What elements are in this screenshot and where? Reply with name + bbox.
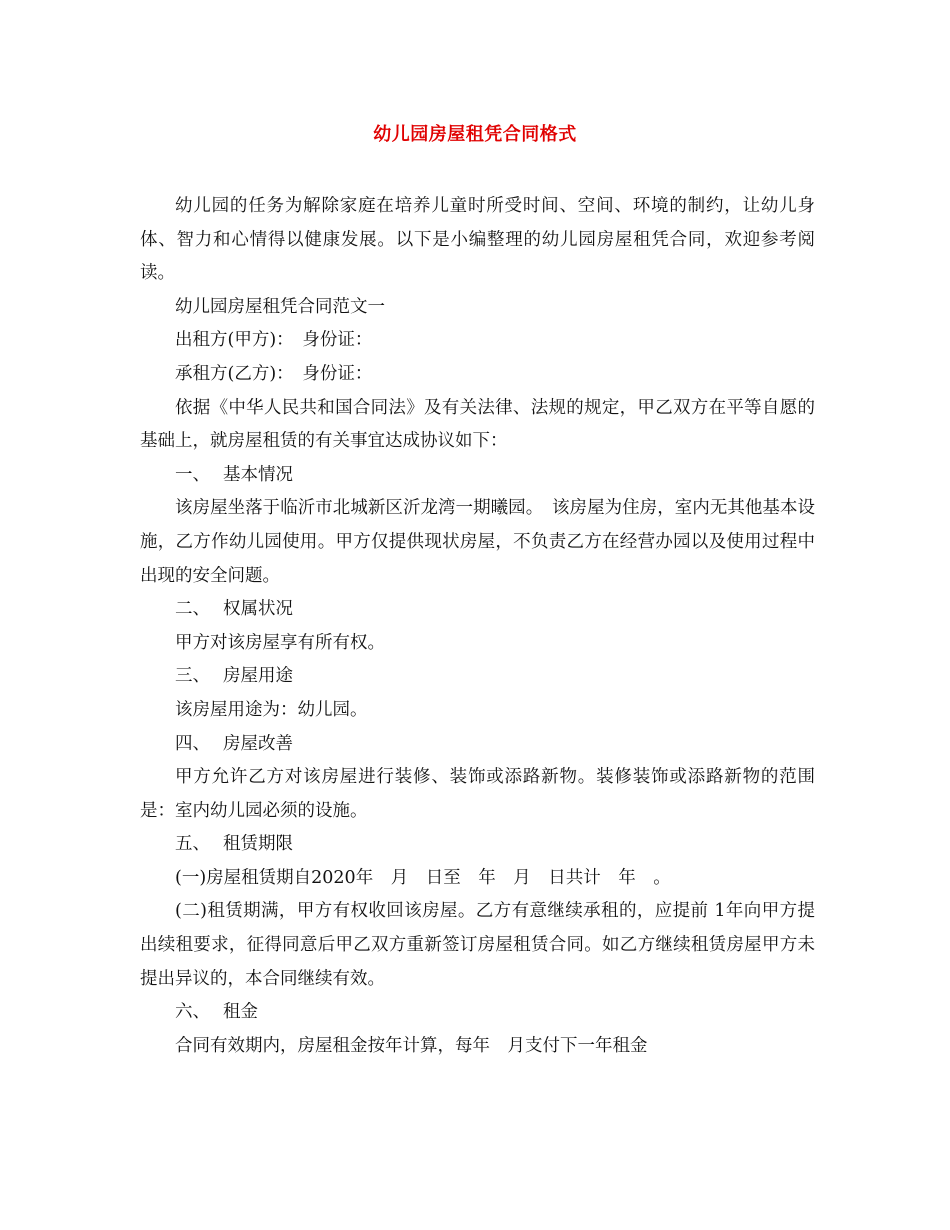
section-5-text-2: (二)租赁期满，甲方有权收回该房屋。乙方有意继续承租的，应提前 1年向甲方提出续租要求，征得同意后甲乙双方重新签订房屋租赁合同。如乙方继续租赁房屋甲方未提出异议的，本合同继续有效。 <box>140 901 815 989</box>
section-title: 房屋改善 <box>223 733 293 754</box>
section-number: 一、 <box>175 464 210 485</box>
document-body <box>140 190 815 1063</box>
section-title: 租金 <box>223 1002 258 1023</box>
contract-subtitle: 幼儿园房屋租凭合同范文一 <box>175 296 385 317</box>
section-heading-4 <box>140 728 815 762</box>
lessor-line: 出租方(甲方)： 身份证： <box>175 330 373 351</box>
section-3-text: 该房屋用途为：幼儿园。 <box>175 699 368 720</box>
section-title: 基本情况 <box>223 464 293 485</box>
intro-paragraph: 幼儿园的任务为解除家庭在培养儿童时所受时间、空间、环境的制约，让幼儿身体、智力和心情得以健康发展。以下是小编整理的幼儿园房屋租凭合同，欢迎参考阅读。 <box>140 196 815 284</box>
section-number: 六、 <box>175 1002 210 1023</box>
section-number: 四、 <box>175 733 210 754</box>
section-title: 权属状况 <box>223 599 293 620</box>
section-number: 二、 <box>175 599 210 620</box>
section-heading-3 <box>140 660 815 694</box>
lessee-line: 承租方(乙方)： 身份证： <box>175 363 373 384</box>
document-title: 幼儿园房屋租凭合同格式 <box>373 124 577 145</box>
section-2-text: 甲方对该房屋享有所有权。 <box>175 632 385 653</box>
section-5-text-1: (一)房屋租赁期自2020年 月 日至 年 月 日共计 年 。 <box>175 867 671 888</box>
section-4-text: 甲方允许乙方对该房屋进行装修、装饰或添路新物。装修装饰或添路新物的范围是：室内幼儿园必须的设施。 <box>140 767 815 821</box>
section-title: 房屋用途 <box>223 666 293 687</box>
section-heading-5 <box>140 828 815 862</box>
section-number: 三、 <box>175 666 210 687</box>
section-1-text: 该房屋坐落于临沂市北城新区沂龙湾一期曦园。 该房屋为住房，室内无其他基本设施，乙方作幼儿园使用。甲方仅提供现状房屋，不负责乙方在经营办园以及使用过程中出现的安全问题。 <box>140 498 815 586</box>
section-6-text: 合同有效期内，房屋租金按年计算，每年 月支付下一年租金 <box>175 1035 648 1056</box>
section-number: 五、 <box>175 834 210 855</box>
section-title: 租赁期限 <box>223 834 293 855</box>
basis-paragraph: 依据《中华人民共和国合同法》及有关法律、法规的规定，甲乙双方在平等自愿的基础上，就房屋租赁的有关事宜达成协议如下： <box>140 397 815 452</box>
section-heading-1 <box>140 459 815 493</box>
section-heading-6 <box>140 996 815 1030</box>
section-heading-2 <box>140 593 815 627</box>
